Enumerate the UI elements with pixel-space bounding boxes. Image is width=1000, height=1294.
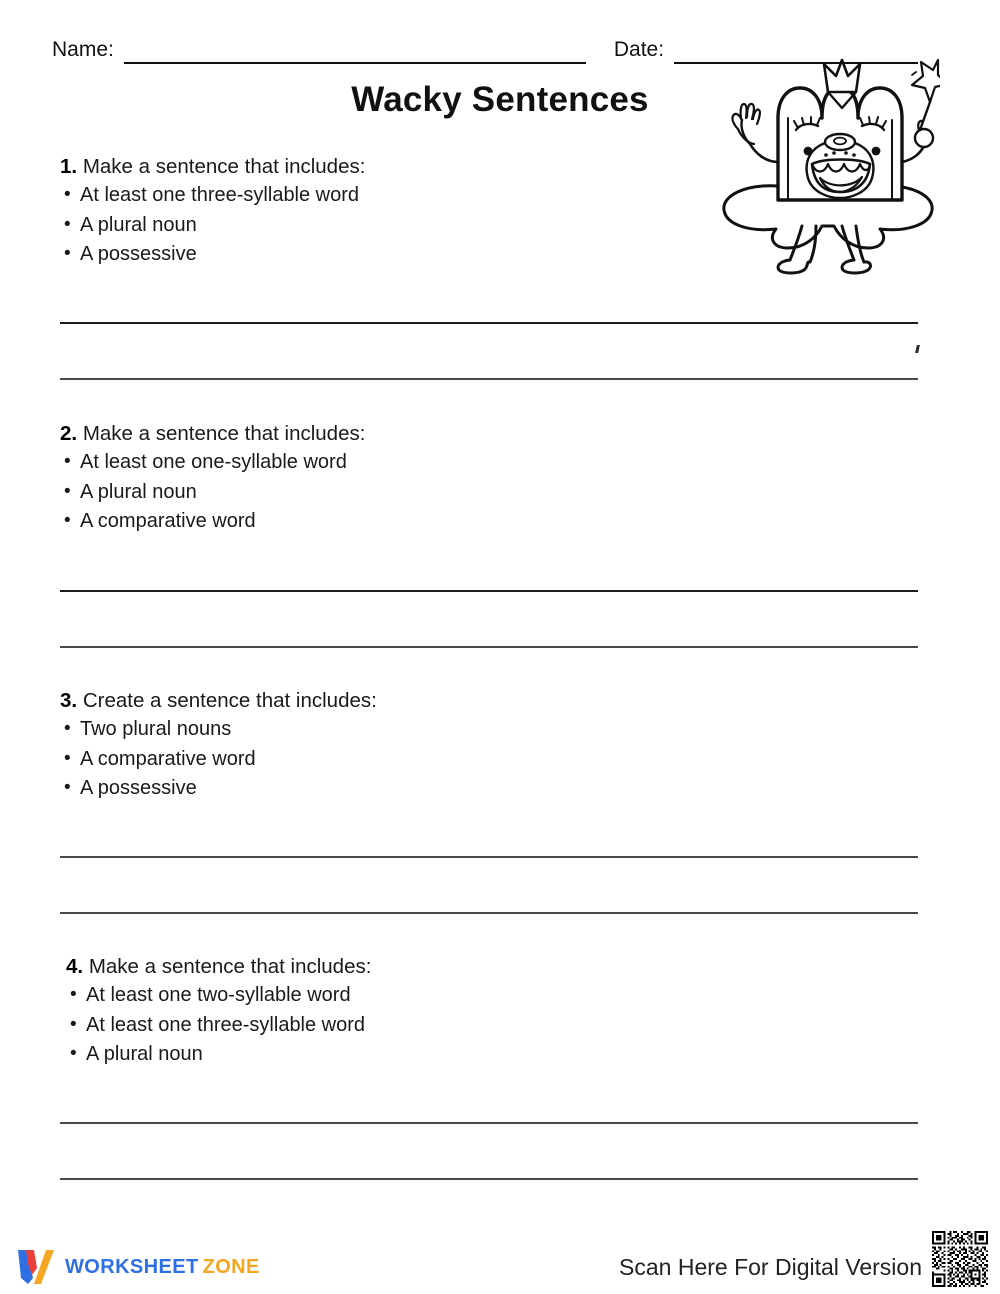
crowned-monster-with-wand-icon [716,58,940,276]
question-prompt [60,686,680,715]
answer-line[interactable] [60,1122,918,1124]
question-number: 2. [60,422,78,445]
list-item: • At least one three-syllable word [60,181,680,211]
list-item: • A comparative word [60,745,680,775]
question-prompt [66,952,686,981]
list-item: • A plural noun [60,211,680,241]
list-item: • At least one three-syllable word [66,1011,686,1041]
answer-line[interactable] [60,1178,918,1180]
scan-instruction-text: Scan Here For Digital Version [619,1254,922,1280]
question-text: Make a sentence that includes: [88,955,372,978]
question-text: Make a sentence that includes: [82,422,366,445]
question-number: 1. [60,155,78,178]
answer-line[interactable] [60,646,918,648]
worksheetzone-logo[interactable] [16,1248,260,1286]
date-label: Date: [613,38,665,61]
answer-line[interactable] [60,912,918,914]
brand-name-secondary: ZONE [202,1255,260,1278]
page-footer [0,1228,1000,1294]
list-item: • A possessive [60,240,680,270]
question-block-3 [60,686,680,804]
question-prompt [60,419,680,448]
question-text: Create a sentence that includes: [82,689,377,712]
answer-line[interactable] [60,378,918,380]
requirement-list [60,181,680,270]
list-item: • At least one two-syllable word [66,981,686,1011]
answer-line[interactable] [60,856,918,858]
worksheetzone-w-logo-icon [16,1248,56,1286]
requirement-list [66,981,686,1070]
answer-line[interactable] [60,322,918,324]
question-text: Make a sentence that includes: [82,155,366,178]
question-number: 4. [66,955,84,978]
name-label: Name: [52,38,114,61]
brand-name-primary: WORKSHEET [65,1255,199,1278]
list-item: • A plural noun [66,1040,686,1070]
question-number: 3. [60,689,78,712]
requirement-list [60,448,680,537]
list-item: • Two plural nouns [60,715,680,745]
list-item: • A plural noun [60,478,680,508]
name-input-line[interactable] [124,40,586,64]
question-prompt [60,152,680,181]
question-block-4 [66,952,686,1070]
list-item: • A comparative word [60,507,680,537]
question-block-1 [60,152,680,270]
brand-wordmark [65,1256,260,1279]
stray-mark [915,345,920,353]
question-block-2 [60,419,680,537]
list-item: • At least one one-syllable word [60,448,680,478]
qr-code-icon[interactable] [929,1228,991,1290]
requirement-list [60,715,680,804]
list-item: • A possessive [60,774,680,804]
page-title: Wacky Sentences [351,80,649,119]
answer-line[interactable] [60,590,918,592]
